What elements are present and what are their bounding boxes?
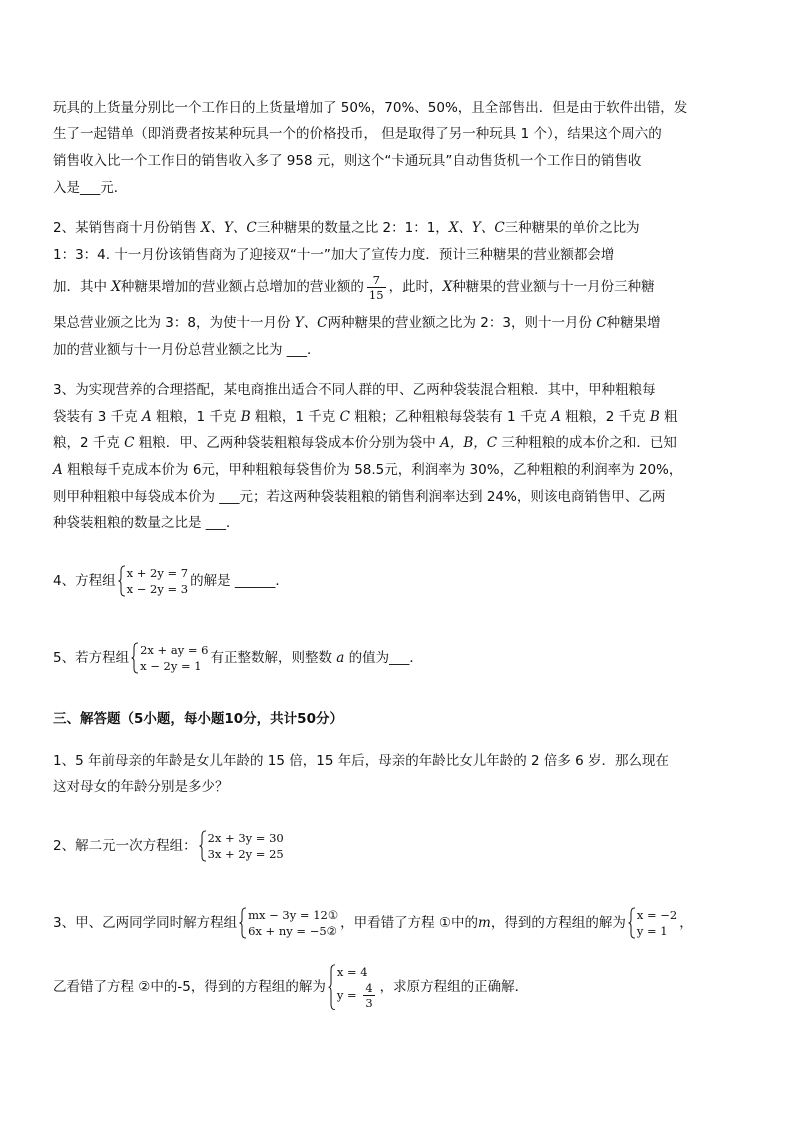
text: 则甲种粗粮中每袋成本价为 ___元；若这两种袋装粗粮的销售利润率达到 24%，则该电商销售甲、乙两 (53, 489, 666, 505)
fraction-numerator: 4 (365, 981, 373, 996)
equation: x = 4 (336, 964, 368, 979)
math-var: A (141, 409, 152, 425)
answer-question-1-line (53, 752, 669, 770)
text: 1、5 年前母亲的年龄是女儿年龄的 15 倍，15 年后，母亲的年龄比女儿年龄的 2 倍多 6 岁．那么现在 (53, 753, 670, 769)
equation-system (118, 565, 189, 597)
equation: x + 2y = 7 (126, 566, 189, 580)
fraction-numerator: 7 (367, 273, 386, 288)
text-line (53, 272, 655, 302)
text: 入是___元． (53, 180, 128, 196)
brace-icon (199, 830, 207, 862)
text-line (53, 960, 528, 1014)
text: 粗粮；乙种粗粮每袋装有 1 千克 (349, 409, 552, 425)
equation: 6x + ny = −5② (248, 924, 337, 938)
math-var: A，B，C (440, 435, 498, 451)
text: 袋装有 3 千克 (53, 409, 142, 425)
text: 三种糖果的单价之比为 (504, 220, 640, 236)
brace-icon (328, 964, 336, 1011)
text: ， (679, 915, 693, 931)
text-line (53, 99, 687, 117)
fraction-denominator: 3 (365, 996, 373, 1011)
text: 果总营业颁之比为 3：8，为使十一月份 (53, 315, 295, 331)
text: ，得到的方程组的解为 (490, 915, 626, 931)
math-var: X (111, 279, 121, 295)
text: 三种糖果的数量之比 2：1：1， (256, 220, 449, 236)
text-line (53, 434, 677, 452)
math-var: A (551, 409, 561, 425)
text: 粗粮，2 千克 (560, 409, 650, 425)
text: 种糖果增加的营业额占总增加的营业额的 (120, 279, 364, 295)
text: 2、某销售商十月份销售 (53, 220, 201, 236)
text: 粗粮，1 千克 (151, 409, 241, 425)
text: 种糖果的营业额与十一月份三种糖 (452, 279, 655, 295)
text: 这对母女的年龄分别是多少？ (53, 779, 229, 795)
text: 有正整数解，则整数 (210, 650, 337, 666)
answer-question-2-line (53, 828, 286, 864)
text: 销售收入比一个工作日的销售收入多了 958 元，则这个“卡通玩具”自动售货机一个工作日的销售收 (53, 153, 642, 169)
math-var: X、Y、C (200, 220, 257, 236)
text: 生了一起错单（即消费者按某种玩具一个的价格投币， 但是取得了另一种玩具 1 个），结果这个周六的 (53, 126, 662, 142)
equation: x − 2y = 3 (126, 582, 189, 596)
text: 3、为实现营养的合理搭配，某电商推出适合不同人群的甲、乙两种袋装混合粗粮．其中，甲种粗粮每 (53, 382, 656, 398)
equation: x = −2 (636, 908, 678, 922)
answer-question-3-line (53, 903, 693, 943)
text-line (53, 179, 127, 197)
fraction-denominator: 15 (368, 287, 384, 302)
text-line (53, 488, 665, 506)
math-var: A (53, 462, 63, 478)
text: 粗 (659, 409, 678, 425)
text: ，甲看错了方程 ①中的 (340, 915, 479, 931)
text-line (53, 778, 229, 796)
question-4-line (53, 563, 289, 599)
text: 2、解二元一次方程组： (53, 838, 197, 854)
text: 3、甲、乙两同学同时解方程组 (53, 915, 238, 931)
math-var: X (442, 279, 453, 295)
equation-system (199, 830, 284, 862)
text: 4、方程组 (53, 573, 116, 589)
text: 粮，2 千克 (53, 435, 125, 451)
text: 乙看错了方程 ②中的-5，得到的方程组的解为 (53, 979, 326, 995)
text-line (53, 461, 682, 479)
equation: 2x + 3y = 30 (207, 831, 284, 845)
text: 5、若方程组 (53, 650, 130, 666)
math-var: X、Y、C (448, 220, 505, 236)
math-var: Y、C (294, 315, 328, 331)
text: 1：3：4. 十一月份该销售商为了迎接双“十一”加大了宣传力度．预计三种糖果的营业额都会增 (53, 247, 615, 263)
math-var: B (649, 409, 660, 425)
equation-system (131, 642, 208, 674)
text: 加的营业额与十一月份总营业额之比为 ___． (53, 342, 321, 358)
text: 玩具的上货量分别比一个工作日的上货量增加了 50%，70%、50%，且全部售出．但是由于软件出错，发 (53, 100, 688, 116)
text-line (53, 152, 641, 170)
text: 的解是 ______． (190, 573, 289, 589)
text: 加．其中 (53, 279, 112, 295)
brace-icon (628, 907, 636, 939)
math-var: C (596, 315, 607, 331)
equation: 2x + ay = 6 (140, 643, 209, 657)
equation: x − 2y = 1 (140, 659, 202, 673)
brace-icon (118, 565, 126, 597)
question-3-line (53, 381, 656, 399)
text: 三、解答题（5小题，每小题10分，共计50分） (53, 711, 343, 727)
fraction (363, 981, 374, 1010)
text-line (53, 341, 321, 359)
text: 两种糖果的营业额之比为 2：3，则十一月份 (327, 315, 597, 331)
text-line (53, 246, 614, 264)
equation: y = 1 (636, 924, 668, 938)
text: 三种粗粮的成本价之和．已知 (497, 435, 677, 451)
text-line (53, 314, 661, 332)
math-var: C (124, 435, 135, 451)
brace-icon (239, 907, 247, 939)
question-2-line (53, 219, 640, 237)
math-var: m (478, 915, 491, 931)
text-line (53, 125, 662, 143)
section-heading (53, 710, 343, 728)
text: y = (336, 987, 361, 1002)
fraction (367, 273, 386, 302)
text: 种糖果增 (606, 315, 661, 331)
math-var: B (240, 409, 251, 425)
text: 粗粮，1 千克 (250, 409, 340, 425)
solution-system (328, 964, 378, 1011)
question-5-line (53, 640, 423, 676)
equation-system (239, 907, 338, 939)
text: ，此时， (388, 279, 443, 295)
text-line (53, 514, 240, 532)
text-line (53, 408, 678, 426)
equation: mx − 3y = 12① (248, 908, 339, 922)
math-var: a (336, 650, 345, 666)
text: 粗粮每千克成本价为 6元，甲种粗粮每袋售价为 58.5元，利润率为 30%，乙种粗粮的利润率为 20%， (62, 462, 683, 478)
text: ，求原方程组的正确解． (379, 979, 529, 995)
solution-system (628, 907, 677, 939)
math-var: C (339, 409, 350, 425)
text: 粗粮．甲、乙两种袋装粗粮每袋成本价分别为袋中 (134, 435, 441, 451)
text: 种袋装粗粮的数量之比是 ___． (53, 515, 240, 531)
text: 的值为___． (344, 650, 423, 666)
equation (337, 980, 378, 1011)
equation: 3x + 2y = 25 (207, 847, 284, 861)
brace-icon (131, 642, 139, 674)
